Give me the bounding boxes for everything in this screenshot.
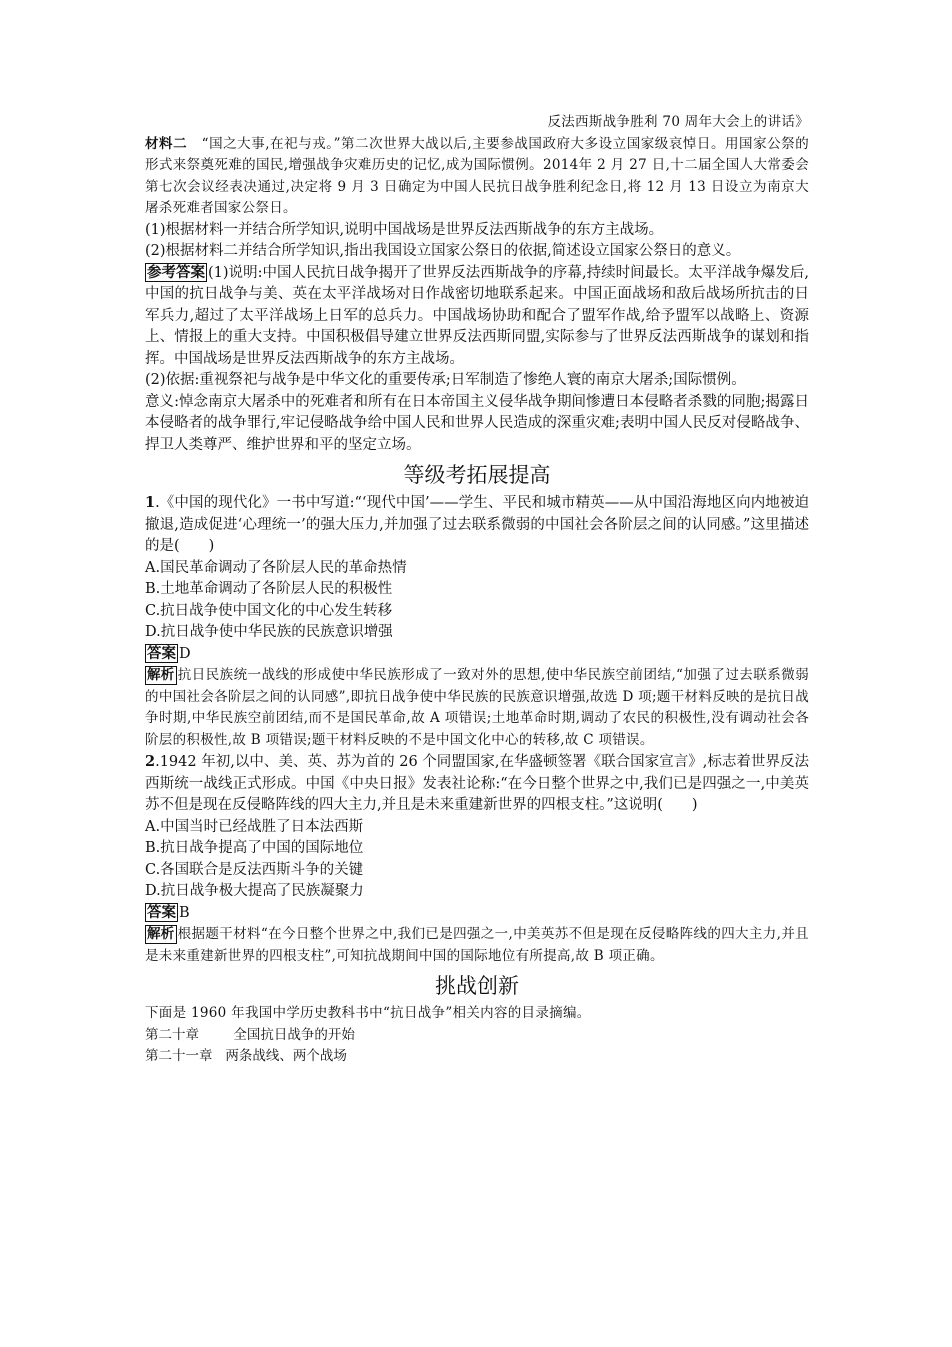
toc-chapter: 第二十一章 bbox=[145, 1048, 213, 1064]
material-label: 材料二 bbox=[145, 135, 188, 152]
toc-entry bbox=[145, 1046, 809, 1068]
q2-option-a: A.中国当时已经战胜了日本法西斯 bbox=[145, 818, 364, 835]
source-line: 反法西斯战争胜利 70 周年大会上的讲话》 bbox=[547, 114, 809, 130]
q2-option-b: B.抗日战争提高了中国的国际地位 bbox=[145, 840, 364, 856]
q1-option-d: D.抗日战争使中华民族的民族意识增强 bbox=[145, 624, 393, 640]
q2-option-d: D.抗日战争极大提高了民族凝聚力 bbox=[145, 883, 364, 899]
q1-answer-value: D bbox=[179, 645, 191, 662]
q2-stem-text: .1942 年初,以中、美、英、苏为首的 26 个同盟国家,在华盛顿签署《联合国家宣言》,标志着世界反法西斯统一战线正式形成。中国《中央日报》发表社论称:“在今日整个世界之中,我们已是四强之一,中美英苏不但是现在反侵略阵线的四大主力,并且是未来重建新世界的四根支柱。”这说明( ) bbox=[145, 754, 809, 813]
reference-answer bbox=[145, 263, 809, 371]
q2-answer bbox=[145, 903, 809, 925]
q2-analysis bbox=[145, 924, 809, 967]
q2-analysis-text: 根据题干材料“在今日整个世界之中,我们已是四强之一,中美英苏不但是现在反侵略阵线的四大主力,并且是未来重建新世界的四根支柱”,可知抗战期间中国的国际地位有所提高,故 B 项正确。 bbox=[145, 926, 809, 964]
q1-option-b: B.土地革命调动了各阶层人民的积极性 bbox=[145, 581, 393, 597]
material-text: “国之大事,在祀与戎。”第二次世界大战以后,主要参战国政府大多设立国家级哀悼日。用国家公祭的形式来祭奠死难的国民,增强战争灾难历史的记忆,成为国际惯例。2014年 2 月 27 日,十二届全国人大常委会第七次会议经表决通过,决定将 9 月 3 日确定为中国人民抗日战争胜利纪念日,将 12 月 13 日设立为南京大屠杀死难者国家公祭日。 bbox=[145, 135, 810, 216]
q1-option-a: A.国民革命调动了各阶层人民的革命热情 bbox=[145, 559, 407, 576]
section-title-extension: 等级考拓展提高 bbox=[403, 463, 551, 487]
reference-part2: (2)依据:重视祭祀与战争是中华文化的重要传承;日军制造了惨绝人寰的南京大屠杀;国际惯例。 bbox=[145, 372, 746, 388]
question-1: (1)根据材料一并结合所学知识,说明中国战场是世界反法西斯战争的东方主战场。 bbox=[145, 221, 664, 238]
toc-title: 两条战线、两个战场 bbox=[225, 1048, 347, 1064]
answer-label: 答案 bbox=[147, 903, 176, 921]
q2-stem bbox=[145, 751, 809, 817]
reference-part1: (1)说明:中国人民抗日战争揭开了世界反法西斯战争的序幕,持续时间最长。太平洋战争爆发后,中国的抗日战争与美、英在太平洋战场对日作战密切地联系起来。中国正面战场和敌后战场所抗击的日军兵力,超过了太平洋战场上日军的总兵力。中国战场协助和配合了盟军作战,给予盟军以战略上、资源上、情报上的重大支持。中国积极倡导建立世界反法西斯同盟,实际参与了世界反法西斯战争的谋划和指挥。中国战场是世界反法西斯战争的东方主战场。 bbox=[145, 264, 809, 367]
toc-chapter: 第二十章 bbox=[145, 1026, 199, 1043]
q1-option-c: C.抗日战争使中国文化的中心发生转移 bbox=[145, 602, 393, 619]
answer-label: 答案 bbox=[147, 644, 176, 662]
document-page bbox=[145, 112, 809, 1068]
q2-option-c: C.各国联合是反法西斯斗争的关键 bbox=[145, 861, 364, 878]
q2-answer-value: B bbox=[179, 904, 190, 921]
reference-label: 参考答案 bbox=[147, 263, 205, 281]
analysis-label: 解析 bbox=[147, 667, 175, 683]
q1-analysis bbox=[145, 665, 809, 751]
section-title-challenge: 挑战创新 bbox=[435, 974, 519, 998]
toc-title: 全国抗日战争的开始 bbox=[233, 1026, 355, 1043]
question-2: (2)根据材料二并结合所学知识,指出我国设立国家公祭日的依据,简述设立国家公祭日的意义。 bbox=[145, 243, 741, 259]
toc-entry bbox=[145, 1025, 809, 1047]
q1-stem-text: .《中国的现代化》一书中写道:“‘现代中国’——学生、平民和城市精英——从中国沿海地区向内地被迫撤退,造成促进‘心理统一’的强大压力,并加强了过去联系微弱的中国社会各阶层之间的认同感。”这里描述的是( ) bbox=[145, 495, 809, 554]
q1-answer bbox=[145, 644, 809, 666]
challenge-intro: 下面是 1960 年我国中学历史教科书中“抗日战争”相关内容的目录摘编。 bbox=[145, 1005, 591, 1021]
reference-part3: 意义:悼念南京大屠杀中的死难者和所有在日本帝国主义侵华战争期间惨遭日本侵略者杀戮的同胞;揭露日本侵略者的战争罪行,牢记侵略战争给中国人民和世界人民造成的深重灾难;表明中国人民反对侵略战争、捍卫人类尊严、维护世界和平的坚定立场。 bbox=[145, 393, 809, 453]
analysis-label: 解析 bbox=[147, 926, 175, 942]
q2-number: 2 bbox=[145, 753, 156, 770]
material-two bbox=[145, 134, 809, 220]
q1-analysis-text: 抗日民族统一战线的形成使中华民族形成了一致对外的思想,使中华民族空前团结,“加强了过去联系微弱的中国社会各阶层之间的认同感”,即抗日战争使中华民族的民族意识增强,故选 D 项;题干材料反映的是抗日战争时期,中华民族空前团结,而不是国民革命,故 A 项错误;土地革命时期,调动了农民的积极性,没有调动社会各阶层的积极性,故 B 项错误;题干材料反映的不是中国文化中心的转移,故 C 项错误。 bbox=[145, 667, 809, 748]
q1-stem bbox=[145, 492, 809, 558]
q1-number: 1 bbox=[145, 494, 156, 511]
